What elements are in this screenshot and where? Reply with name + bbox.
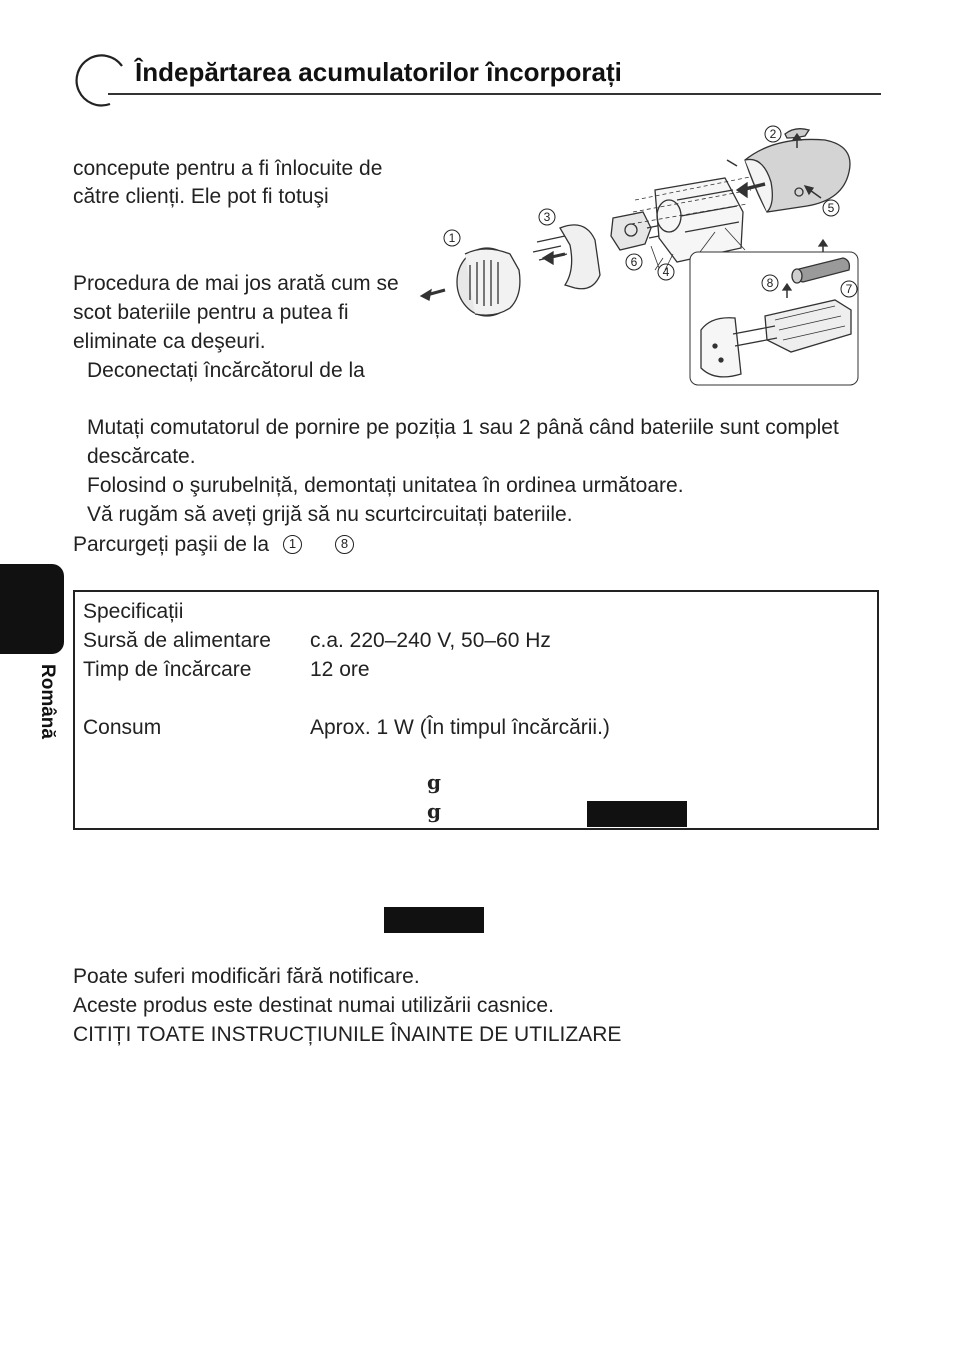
specifications-box — [73, 590, 879, 830]
arrow-icon — [421, 290, 445, 300]
main-body-icon — [631, 176, 755, 262]
cap-part-icon — [457, 248, 520, 316]
svg-text:3: 3 — [543, 210, 551, 224]
specifications-heading: Specificații — [83, 600, 184, 623]
redacted-bar — [587, 801, 687, 827]
spec-glyph-1: g — [427, 770, 441, 794]
callout-4 — [658, 264, 674, 280]
page-title: Îndepărtarea acumulatorilor încorporați — [135, 57, 622, 87]
svg-text:2: 2 — [769, 127, 777, 141]
spec-value-charge-time: 12 ore — [310, 658, 370, 681]
spec-label-charge-time: Timp de încărcare — [83, 658, 252, 681]
spec-label-consumption: Consum — [83, 716, 162, 739]
callout-5 — [823, 200, 839, 216]
spec-glyph-2: g — [427, 799, 441, 823]
redacted-bar — [384, 907, 484, 933]
spec-value-power: c.a. 220–240 V, 50–60 Hz — [310, 629, 551, 652]
arrow-icon — [727, 160, 737, 166]
svg-text:6: 6 — [630, 255, 638, 269]
arrow-icon — [543, 252, 565, 264]
intro-line-4: scot bateriile pentru a putea fi — [73, 301, 349, 324]
callout-3 — [539, 209, 555, 225]
svg-text:1: 1 — [448, 231, 456, 245]
footer-line-3: CITIȚI TOATE INSTRUCȚIUNILE ÎNAINTE DE UTILIZARE — [73, 1023, 622, 1046]
step-1: Deconectați încărcătorul de la — [87, 359, 365, 382]
callout-6 — [626, 254, 642, 270]
title-rule — [108, 93, 881, 95]
step-2-cont: descărcate. — [87, 445, 196, 468]
callout-1 — [444, 230, 460, 246]
svg-text:5: 5 — [827, 201, 835, 215]
front-frame-icon — [533, 225, 600, 289]
step-5: Parcurgeți paşii de la — [73, 533, 270, 556]
language-tab — [0, 564, 64, 654]
svg-text:4: 4 — [662, 265, 670, 279]
step-to-number: 8 — [335, 535, 354, 554]
svg-text:8: 8 — [766, 276, 774, 290]
step-4: Vă rugăm să aveți grijă să nu scurtcircuitați bateriile. — [87, 503, 573, 526]
footer-line-2: Aceste produs este destinat numai utilizării casnice. — [73, 994, 554, 1017]
spec-value-consumption: Aprox. 1 W (În timpul încărcării.) — [310, 716, 610, 739]
spec-label-power: Sursă de alimentare — [83, 629, 271, 652]
footer-line-1: Poate suferi modificări fără notificare. — [73, 965, 420, 988]
step-from-number: 1 — [283, 535, 302, 554]
svg-text:7: 7 — [845, 282, 853, 296]
intro-line-5: eliminate ca deşeuri. — [73, 330, 266, 353]
step-3: Folosind o şurubelniță, demontați unitatea în ordinea următoare. — [87, 474, 684, 497]
callout-2 — [765, 126, 781, 142]
intro-line-3: Procedura de mai jos arată cum se — [73, 272, 399, 295]
intro-line-1: concepute pentru a fi înlocuite de — [73, 157, 383, 180]
intro-line-2: către clienți. Ele pot fi totuşi — [73, 185, 329, 208]
language-tab-label: Română — [37, 664, 58, 739]
disassembly-illustration — [415, 120, 865, 390]
step-2: Mutați comutatorul de pornire pe poziția 1 sau 2 până când bateriile sunt complet — [87, 416, 839, 439]
section-marker-icon — [70, 54, 130, 110]
